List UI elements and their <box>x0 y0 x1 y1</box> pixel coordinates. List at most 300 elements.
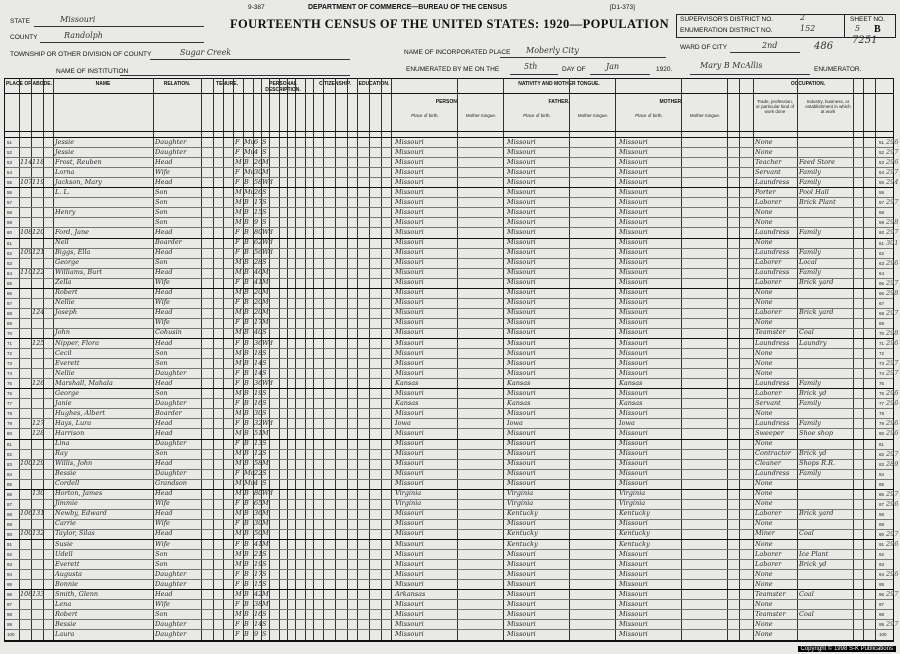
cell-ind: Ice Plant <box>799 549 829 558</box>
cell-race: B <box>244 358 249 367</box>
cell-race: B <box>244 227 249 236</box>
cell-age: 20 <box>254 298 263 307</box>
cell-ms: Wd <box>262 378 273 387</box>
cell-occ: None <box>755 238 773 246</box>
cell-ms: Wd <box>262 177 273 186</box>
cell-rel: Son <box>155 449 168 458</box>
row-number: 79 <box>7 421 13 427</box>
cell-dwell: 100 <box>20 529 33 538</box>
page-title: FOURTEENTH CENSUS OF THE UNITED STATES: 1920—POPULATION <box>230 17 669 31</box>
cell-mpob: Missouri <box>619 388 648 397</box>
cell-rel: Son <box>155 217 168 226</box>
cell-sex: M <box>235 157 242 166</box>
cell-occ: Servant <box>755 167 781 176</box>
row-number: 63 <box>7 260 13 266</box>
cell-ms: M <box>262 318 269 327</box>
cell-sex: F <box>235 539 240 548</box>
cell-ind: Brick yard <box>799 278 834 287</box>
sheet-letter: B <box>874 24 882 35</box>
county-label: COUNTY <box>10 34 38 41</box>
cell-age: 12 <box>254 449 263 458</box>
grid-column-line <box>323 79 324 641</box>
cell-mpob: Missouri <box>619 338 648 347</box>
cell-rel: Son <box>155 358 168 367</box>
cell-sex: F <box>235 569 240 578</box>
cell-ms: S <box>262 187 267 196</box>
cell-race: B <box>244 509 249 518</box>
cell-age: 30 <box>254 167 263 176</box>
row-number: 81 <box>7 441 13 447</box>
row-number-right: 81 <box>879 441 885 447</box>
cell-age: 16 <box>254 398 263 407</box>
cell-pob: Missouri <box>395 439 424 447</box>
cell-sex: F <box>235 368 240 377</box>
row-number: 61 <box>7 240 13 246</box>
cell-age: 13 <box>254 439 263 447</box>
cell-fam: 127 <box>32 418 45 427</box>
row-number-right: 68 <box>879 310 885 316</box>
row-number: 80 <box>7 431 13 437</box>
cell-name: George <box>55 258 80 267</box>
cell-occ: Laborer <box>755 509 782 518</box>
cell-name: Smith, Glenn <box>55 589 99 598</box>
row-number-right: 54 <box>879 170 885 176</box>
grid-column-line <box>335 79 336 641</box>
cell-ms: S <box>262 549 267 558</box>
cell-fam: 120 <box>32 227 45 236</box>
cell-rel: Wife <box>155 167 170 176</box>
row-number: 91 <box>7 542 13 547</box>
cell-age: 17 <box>254 318 263 327</box>
margin-annotation: 289 <box>886 459 899 468</box>
cell-dwell: 108 <box>20 589 33 598</box>
row-number: 52 <box>7 150 13 156</box>
cell-rel: Wife <box>155 499 170 508</box>
row-number-right: 96 <box>879 592 885 598</box>
state-label: STATE <box>10 18 30 25</box>
margin-annotation: 297 <box>886 198 899 207</box>
cell-fam: 128 <box>32 428 45 437</box>
cell-race: B <box>244 589 249 598</box>
margin-annotation: 298 <box>886 218 899 227</box>
cell-fpob: Missouri <box>507 187 536 196</box>
cell-age: 36 <box>254 378 263 387</box>
cell-sex: F <box>235 338 240 347</box>
row-number: 62 <box>7 250 13 256</box>
cell-race: B <box>244 398 249 407</box>
cell-pob: Missouri <box>395 529 424 538</box>
row-number: 99 <box>7 622 13 628</box>
cell-fam: 130 <box>32 489 45 498</box>
department-line: DEPARTMENT OF COMMERCE—BUREAU OF THE CENSUS <box>308 4 507 11</box>
cell-race: B <box>244 217 249 226</box>
group-name: NAME <box>95 81 111 87</box>
cell-race: B <box>244 258 249 267</box>
cell-rel: Daughter <box>155 368 187 377</box>
cell-sex: F <box>235 619 240 628</box>
cell-ind: Feed Store <box>799 157 836 166</box>
row-number-right: 53 <box>879 160 885 166</box>
cell-fpob: Missouri <box>507 328 536 337</box>
row-number-right: 84 <box>879 471 885 477</box>
cell-pob: Missouri <box>395 137 424 146</box>
cell-mpob: Missouri <box>619 428 648 437</box>
cell-occ: None <box>755 217 773 226</box>
cell-occ: Laundress <box>755 177 790 186</box>
cell-rel: Son <box>155 187 168 196</box>
row-number: 75 <box>7 381 13 387</box>
cell-race: B <box>244 318 249 327</box>
cell-pob: Missouri <box>395 619 424 628</box>
row-number: 86 <box>7 491 13 497</box>
row-number: 69 <box>7 320 13 326</box>
cell-sex: F <box>235 519 240 528</box>
cell-age: 9 <box>254 217 259 226</box>
cell-pob: Missouri <box>395 368 424 377</box>
cell-pob: Virginia <box>395 489 422 498</box>
cell-ms: S <box>262 147 267 156</box>
cell-race: B <box>244 268 249 277</box>
township-value: Sugar Creek <box>180 48 232 57</box>
cell-age: 28 <box>254 258 263 267</box>
cell-ms: S <box>262 137 267 146</box>
cell-sex: M <box>235 308 242 317</box>
cell-race: B <box>244 197 249 206</box>
cell-ind: Shoe shop <box>799 428 834 437</box>
cell-sex: M <box>235 529 242 538</box>
grid-column-line <box>875 79 876 641</box>
cell-rel: Daughter <box>155 569 187 578</box>
cell-ms: M <box>262 599 269 608</box>
cell-fpob: Missouri <box>507 589 536 598</box>
township-label: TOWNSHIP OR OTHER DIVISION OF COUNTY <box>10 51 152 58</box>
form-code: [D1-373] <box>610 4 635 11</box>
row-number-right: 88 <box>879 511 885 517</box>
cell-pob: Missouri <box>395 258 424 267</box>
cell-fpob: Missouri <box>507 338 536 347</box>
cell-fpob: Missouri <box>507 579 536 588</box>
cell-rel: Grandson <box>155 479 187 488</box>
row-number-right: 60 <box>879 230 885 236</box>
cell-race: B <box>244 408 249 417</box>
cell-name: Lorna <box>55 167 75 176</box>
cell-name: Horton, James <box>55 489 103 498</box>
cell-dwell: 110 <box>20 268 33 277</box>
row-number-right: 58 <box>879 210 885 216</box>
cell-race: B <box>244 529 249 538</box>
cell-fpob: Missouri <box>507 559 536 568</box>
institution-label: NAME OF INSTITUTION <box>56 68 129 75</box>
row-number-right: 78 <box>879 411 885 417</box>
margin-annotation: 296 <box>886 399 899 408</box>
cell-fpob: Missouri <box>507 368 536 377</box>
cell-mpob: Kentucky <box>619 509 650 518</box>
cell-ms: S <box>262 609 267 618</box>
row-number-right: 66 <box>879 290 885 296</box>
cell-rel: Daughter <box>155 398 187 407</box>
colhead-mother-birth: Place of birth. <box>635 113 663 118</box>
cell-rel: Daughter <box>155 579 187 588</box>
cell-occ: None <box>755 147 773 156</box>
colhead-trade: Trade, profession, or particular kind of work done <box>755 99 795 114</box>
cell-dwell: 106 <box>20 509 33 518</box>
cell-dwell: 108 <box>20 227 33 236</box>
cell-fpob: Missouri <box>507 308 536 317</box>
row-number-right: 94 <box>879 572 885 578</box>
cell-occ: Laborer <box>755 549 782 558</box>
cell-mpob: Missouri <box>619 589 648 598</box>
cell-pob: Missouri <box>395 238 424 246</box>
grid-column-line <box>153 79 154 641</box>
colhead-person-birth: Place of birth. <box>411 113 439 118</box>
cell-ind: Family <box>799 248 821 257</box>
grid-column-line <box>615 79 616 641</box>
margin-annotation: 294 <box>886 178 899 187</box>
cell-mpob: Missouri <box>619 479 648 488</box>
enumerator-label: ENUMERATOR. <box>814 66 862 73</box>
cell-rel: Head <box>155 338 173 347</box>
row-number-right: 95 <box>879 582 885 588</box>
cell-fpob: Kentucky <box>507 509 538 518</box>
row-number-right: 73 <box>879 361 885 367</box>
margin-annotation: 296 <box>886 258 899 267</box>
cell-rel: Head <box>155 589 173 598</box>
cell-occ: Laundress <box>755 248 790 257</box>
cell-pob: Missouri <box>395 599 424 608</box>
cell-name: Nellie <box>55 298 75 307</box>
cell-name: Hays, Lura <box>55 418 92 427</box>
cell-ind: Brick yd <box>799 388 827 397</box>
cell-ms: S <box>262 328 267 337</box>
cell-sex: F <box>235 147 240 156</box>
cell-race: B <box>244 238 249 246</box>
cell-age: 51 <box>254 428 263 437</box>
cell-rel: Daughter <box>155 629 187 638</box>
grid-column-line <box>753 79 754 641</box>
cell-age: 9 <box>254 629 259 638</box>
row-number: 72 <box>7 351 13 357</box>
row-number: 59 <box>7 220 13 226</box>
cell-rel: Head <box>155 428 173 437</box>
grid-column-line <box>569 79 570 641</box>
grid-column-line <box>797 79 798 641</box>
cell-name: Cordell <box>55 479 80 488</box>
cell-race: B <box>244 489 249 498</box>
ed-label: ENUMERATION DISTRICT NO. <box>680 27 773 34</box>
cell-name: Jackson, Mary <box>55 177 102 186</box>
cell-occ: Laundress <box>755 268 790 277</box>
cell-name: Udell <box>55 549 73 558</box>
cell-mpob: Missouri <box>619 308 648 317</box>
cell-name: Newby, Edward <box>55 509 107 518</box>
margin-annotation: 296 <box>886 570 899 579</box>
row-number: 68 <box>7 310 13 316</box>
cell-mpob: Missouri <box>619 348 648 357</box>
grid-column-line <box>863 79 864 641</box>
cell-mpob: Kansas <box>619 378 643 387</box>
margin-annotation: 297 <box>886 529 899 538</box>
cell-mpob: Missouri <box>619 288 648 297</box>
margin-annotation: 296 <box>886 138 899 146</box>
cell-ms: S <box>262 348 267 357</box>
cell-ms: S <box>262 408 267 417</box>
row-rule <box>5 640 893 641</box>
cell-sex: F <box>235 318 240 327</box>
cell-age: 18 <box>254 348 263 357</box>
margin-annotation: 298 <box>886 288 899 297</box>
cell-age: 17 <box>254 197 263 206</box>
cell-ms: Wd <box>262 227 273 236</box>
cell-name: L. L. <box>55 187 70 196</box>
row-number-right: 76 <box>879 391 885 397</box>
cell-fpob: Missouri <box>507 147 536 156</box>
cell-mpob: Missouri <box>619 559 648 568</box>
row-number-right: 90 <box>879 531 885 537</box>
cell-age: 41 <box>254 539 263 548</box>
cell-mpob: Missouri <box>619 248 648 257</box>
row-number: 57 <box>7 200 13 206</box>
cell-pob: Missouri <box>395 328 424 337</box>
cell-ms: S <box>262 559 267 568</box>
grid-column-line <box>681 79 682 641</box>
cell-ind: Family <box>799 177 821 186</box>
group-citizenship: CITIZENSHIP. <box>319 81 351 87</box>
cell-fpob: Missouri <box>507 258 536 267</box>
cell-mpob: Missouri <box>619 368 648 377</box>
cell-name: Joseph <box>55 308 78 317</box>
cell-name: Robert <box>55 288 78 297</box>
cell-mpob: Missouri <box>619 408 648 417</box>
row-number-right: 99 <box>879 622 885 628</box>
cell-name: Hughes, Albert <box>55 408 106 417</box>
cell-occ: None <box>755 619 773 628</box>
cell-pob: Kansas <box>395 378 419 387</box>
cell-race: B <box>244 549 249 558</box>
cell-mpob: Missouri <box>619 238 648 246</box>
cell-sex: F <box>235 398 240 407</box>
ed-value: 152 <box>800 24 816 33</box>
cell-race: B <box>244 449 249 458</box>
margin-annotation: 297 <box>886 449 899 458</box>
cell-mpob: Missouri <box>619 258 648 267</box>
row-number-right: 83 <box>879 461 885 467</box>
cell-fam: 126 <box>32 378 45 387</box>
cell-sex: M <box>235 509 242 518</box>
row-number: 56 <box>7 190 13 196</box>
cell-pob: Missouri <box>395 338 424 347</box>
cell-sex: M <box>235 549 242 558</box>
cell-name: Lena <box>55 599 72 608</box>
margin-annotation: 297 <box>886 590 899 599</box>
cell-fpob: Missouri <box>507 167 536 176</box>
cell-rel: Boarder <box>155 238 182 246</box>
cell-pob: Arkansas <box>395 589 426 598</box>
cell-pob: Missouri <box>395 348 424 357</box>
cell-ind: Brick Plant <box>799 197 836 206</box>
cell-age: 14 <box>254 368 263 377</box>
cell-fpob: Missouri <box>507 599 536 608</box>
colhead-person-tongue: Mother tongue. <box>465 113 497 118</box>
row-number-right: 97 <box>879 602 885 608</box>
row-number: 82 <box>7 451 13 457</box>
cell-race: B <box>244 459 249 468</box>
cell-rel: Head <box>155 418 173 427</box>
cell-occ: Laundress <box>755 378 790 387</box>
cell-rel: Head <box>155 378 173 387</box>
cell-occ: Laundress <box>755 418 790 427</box>
cell-name: Zella <box>55 278 72 287</box>
row-number-right: 67 <box>879 300 885 306</box>
margin-annotation: 296 <box>886 389 899 398</box>
cell-rel: Wife <box>155 278 170 287</box>
row-number-right: 74 <box>879 371 885 377</box>
cell-ms: M <box>262 519 269 528</box>
cell-fam: 131 <box>32 509 45 518</box>
cell-name: Carrie <box>55 519 76 528</box>
cell-sex: M <box>235 609 242 618</box>
cell-fpob: Missouri <box>507 298 536 307</box>
cell-race: B <box>244 609 249 618</box>
cell-occ: Laborer <box>755 308 782 317</box>
cell-fpob: Missouri <box>507 408 536 417</box>
margin-annotation: 297 <box>886 168 899 177</box>
cell-age: 15 <box>254 207 263 216</box>
cell-occ: None <box>755 439 773 447</box>
cell-mpob: Missouri <box>619 549 648 558</box>
cell-pob: Missouri <box>395 579 424 588</box>
cell-mpob: Kentucky <box>619 539 650 548</box>
group-person: PERSON. <box>435 99 459 105</box>
cell-pob: Missouri <box>395 288 424 297</box>
cell-race: B <box>244 418 249 427</box>
row-number: 92 <box>7 552 13 558</box>
cell-name: Frost, Reuben <box>55 157 102 166</box>
cell-name: Everett <box>55 358 80 367</box>
row-number: 95 <box>7 582 13 588</box>
cell-rel: Cohusin <box>155 328 182 337</box>
cell-mpob: Missouri <box>619 147 648 156</box>
state-value: Missouri <box>60 15 96 24</box>
cell-pob: Missouri <box>395 147 424 156</box>
cell-rel: Head <box>155 157 173 166</box>
cell-sex: F <box>235 629 240 638</box>
cell-name: Bessie <box>55 619 77 628</box>
cell-fpob: Missouri <box>507 629 536 638</box>
row-number-right: 64 <box>879 270 885 276</box>
cell-name: Nellie <box>55 368 75 377</box>
cell-occ: Miner <box>755 529 775 538</box>
cell-age: 62 <box>254 238 263 246</box>
margin-annotation: 296 <box>886 540 899 548</box>
row-number: 53 <box>7 160 13 166</box>
row-number: 76 <box>7 391 13 397</box>
margin-annotation: 296 <box>886 429 899 438</box>
cell-ind: Laundry <box>799 338 827 347</box>
cell-ms: S <box>262 449 267 458</box>
cell-ms: M <box>262 428 269 437</box>
cell-ind: Pool Hall <box>799 187 829 196</box>
cell-occ: None <box>755 408 773 417</box>
cell-age: 46 <box>254 268 263 277</box>
cell-age: 20 <box>254 288 263 297</box>
cell-occ: Porter <box>755 187 776 196</box>
cell-mpob: Missouri <box>619 187 648 196</box>
row-number-right: 61 <box>879 240 885 246</box>
cell-ms: M <box>262 157 269 166</box>
colhead-mother-tongue: Mother tongue. <box>689 113 721 118</box>
cell-pob: Missouri <box>395 187 424 196</box>
cell-fpob: Missouri <box>507 137 536 146</box>
